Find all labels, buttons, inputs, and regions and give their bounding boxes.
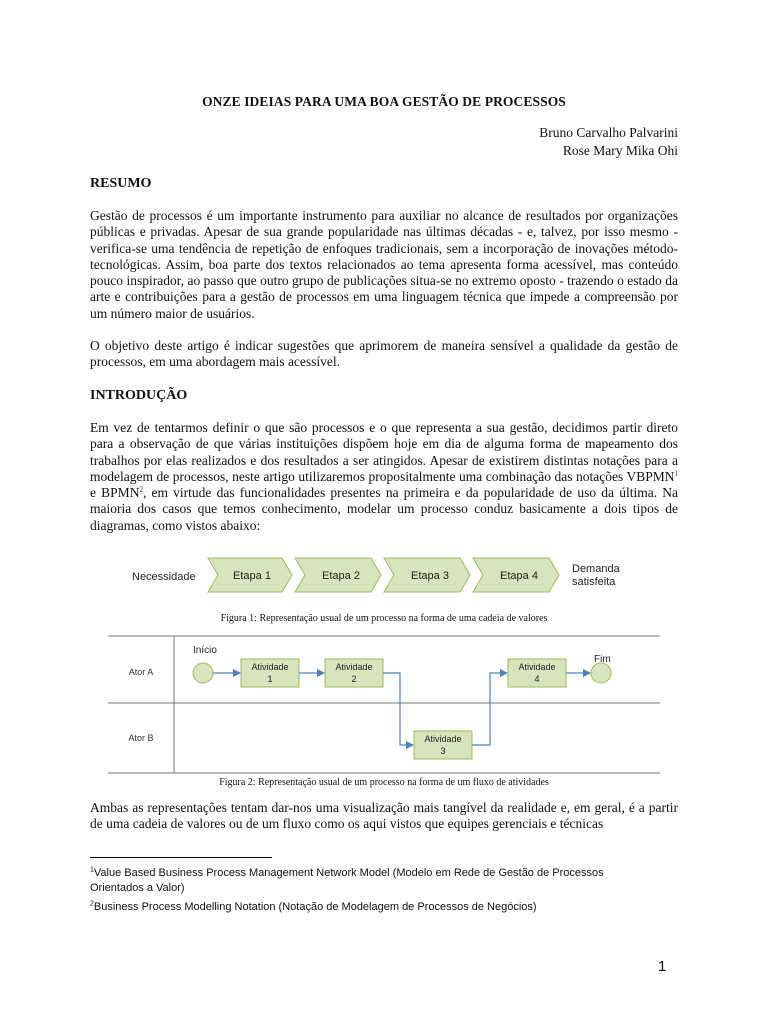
end-event xyxy=(591,663,611,683)
activity-3 xyxy=(414,731,472,759)
resumo-paragraph-2: O objetivo deste artigo é indicar sugestões que aprimorem de maneira sensível a qualidade da gestão de processos, em uma abordagem mais acessível. xyxy=(90,338,678,370)
activity-1-label: Atividade xyxy=(251,662,289,672)
lane-label-ator-a: Ator A xyxy=(128,667,154,677)
value-chain-stage-4-label: Etapa 4 xyxy=(500,570,538,582)
value-chain-end-label-line2: satisfeita xyxy=(572,576,616,588)
lane-label-ator-b: Ator B xyxy=(128,733,154,743)
value-chain-start-label: Necessidade xyxy=(132,571,196,583)
resumo-paragraph-1: Gestão de processos é um importante instrumento para auxiliar no alcance de resultados por organizações públicas e privadas. Apesar de sua grande popularidade nas últimas décadas - e, talvez, por isso mesmo - verifica-se uma tendência de repetição de enfoques tradicionais, sem a incorporação de inovações método-tecnológicas. Assim, boa parte dos textos relacionados ao tema apresenta forma acessível, mas conteúdo pouco inspirador, ao passo que outro grupo de publicações situa-se no extremo oposto - trazendo o estado da arte e contribuições para a gestão de processos em uma linguagem técnica que impede a compreensão por um número maior de usuários. xyxy=(90,208,678,321)
footnote-ref-2[interactable]: 2 xyxy=(139,485,143,494)
activity-4-label: Atividade xyxy=(518,662,556,672)
footnote-2-text: Business Process Modelling Notation (Notação de Modelagem de Processos de Negócios) xyxy=(93,901,537,913)
activity-3-label: Atividade xyxy=(424,734,462,744)
value-chain-stage-2 xyxy=(295,558,381,592)
author-2: Rose Mary Mika Ohi xyxy=(562,143,678,158)
activity-2-number: 2 xyxy=(351,674,357,684)
start-event xyxy=(193,663,213,683)
figure-1-caption: Figura 1: Representação usual de um processo na forma de uma cadeia de valores xyxy=(220,613,548,624)
value-chain-stage-4 xyxy=(473,558,559,592)
page-number: 1 xyxy=(658,958,667,975)
activity-4 xyxy=(508,659,566,687)
intro-paragraph-1: Em vez de tentarmos definir o que são processos e o que representa a sua gestão, decidimos partir direto para a observação de que várias instituições dispõem hoje em dia de alguma forma de mapeamento dos trabalhos por elas realizados e dos resultados a ser atingidos. Apesar de existirem distintas notações para a modelagem de processos, neste artigo utilizaremos propositalmente uma combinação das notações VBPMN$^1$ e BPMN$^2$, em virtude das funcionalidades presentes na primeira e da popularidade de uso da última. Na maioria dos casos que temos conhecimento, modelar um processo conduz basicamente a dois tipos de diagramas, como vistos abaixo: xyxy=(90,420,679,533)
footnote-2-mark: 2 xyxy=(90,900,94,908)
footnote-1 xyxy=(90,866,678,896)
value-chain-stage-2-label: Etapa 2 xyxy=(322,570,360,582)
activity-2 xyxy=(325,659,383,687)
footnote-ref-1[interactable]: 1 xyxy=(674,469,678,478)
value-chain-stage-3 xyxy=(384,558,470,592)
author-1: Bruno Carvalho Palvarini xyxy=(539,125,678,140)
footnote-1-text: Value Based Business Process Management Network Model (Modelo em Rede de Gestão de Processos xyxy=(93,867,604,879)
value-chain-stage-1 xyxy=(208,558,292,592)
activity-flow-figure xyxy=(90,632,678,776)
activity-3-number: 3 xyxy=(440,746,446,756)
value-chain-stage-3-label: Etapa 3 xyxy=(411,570,449,582)
footnote-divider xyxy=(90,857,272,858)
activity-1 xyxy=(241,659,299,687)
start-event-label: Início xyxy=(193,645,217,656)
intro-paragraph-2: Ambas as representações tentam dar-nos uma visualização mais tangível da realidade e, em geral, é a partir de uma cadeia de valores ou de um fluxo como os aqui vistos que equipes gerenciais e técnicas xyxy=(90,800,678,832)
activity-2-label: Atividade xyxy=(335,662,373,672)
footnote-2 xyxy=(90,900,678,915)
end-event-label: Fim xyxy=(594,654,611,665)
connector-activity-3-to-4 xyxy=(472,673,507,745)
value-chain-stage-1-label: Etapa 1 xyxy=(233,570,271,582)
connector-activity-2-to-3 xyxy=(383,673,413,745)
activity-4-number: 4 xyxy=(534,674,540,684)
footnote-1-text-cont: Orientados a Valor) xyxy=(90,882,185,894)
footnote-1-mark: 1 xyxy=(90,866,94,874)
value-chain-end-label-line1: Demanda xyxy=(572,563,620,575)
figure-2-caption: Figura 2: Representação usual de um processo na forma de um fluxo de atividades xyxy=(219,777,549,788)
section-heading-resumo: RESUMO xyxy=(90,176,152,191)
activity-1-number: 1 xyxy=(267,674,273,684)
section-heading-introducao: INTRODUÇÃO xyxy=(90,388,188,403)
paper-title: ONZE IDEIAS PARA UMA BOA GESTÃO DE PROCESSOS xyxy=(202,94,566,109)
authors xyxy=(539,124,678,160)
value-chain-figure xyxy=(90,548,678,608)
